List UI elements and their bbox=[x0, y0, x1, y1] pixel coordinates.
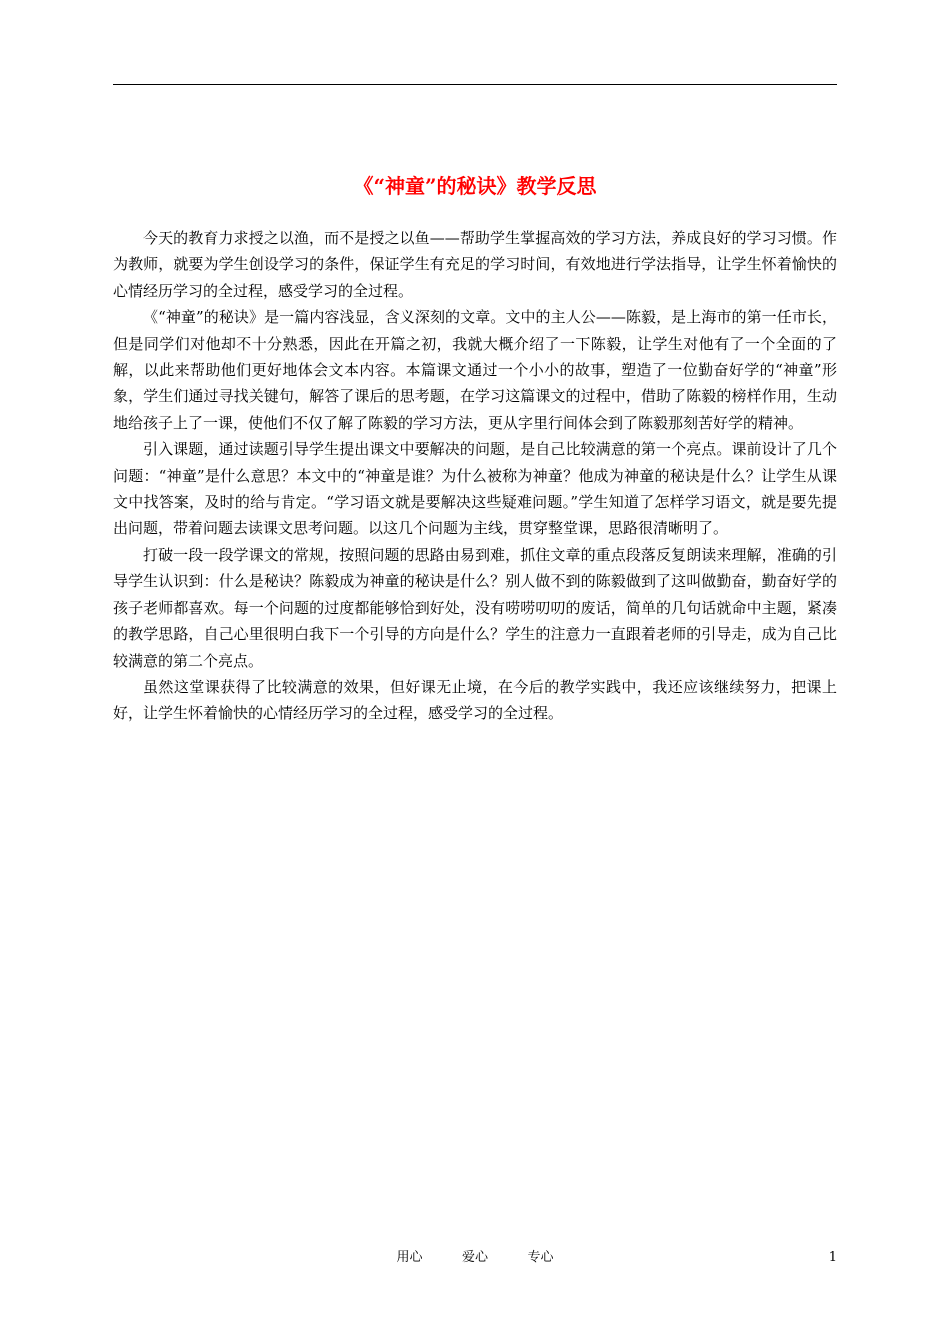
paragraph-4: 打破一段一段学课文的常规，按照问题的思路由易到难，抓住文章的重点段落反复朗读来理解，准确的引导学生认识到：什么是秘诀？陈毅成为神童的秘诀是什么？别人做不到的陈毅做到了这叫做勤奋，勤奋好学的孩子老师都喜欢。每一个问题的过度都能够恰到好处，没有唠唠叨叨的废话，简单的几句话就命中主题，紧凑的教学思路，自己心里很明白我下一个引导的方向是什么？学生的注意力一直跟着老师的引导走，成为自己比较满意的第二个亮点。 bbox=[113, 545, 837, 670]
paragraph-5: 虽然这堂课获得了比较满意的效果，但好课无止境，在今后的教学实践中，我还应该继续努力，把课上好，让学生怀着愉快的心情经历学习的全过程，感受学习的全过程。 bbox=[113, 677, 837, 723]
footer-motto: 用心 爱心 专心 bbox=[396, 1250, 554, 1265]
paragraph-2: 《“神童”的秘诀》是一篇内容浅显，含义深刻的文章。文中的主人公——陈毅，是上海市的第一任市长，但是同学们对他却不十分熟悉，因此在开篇之初，我就大概介绍了一下陈毅，让学生对他有了一个全面的了解，以此来帮助他们更好地体会文本内容。本篇课文通过一个小小的故事，塑造了一位勤奋好学的“神童”形象，学生们通过寻找关键句，解答了课后的思考题，在学习这篇课文的过程中，借助了陈毅的榜样作用，生动地给孩子上了一课，使他们不仅了解了陈毅的学习方法，更从字里行间体会到了陈毅那刻苦好学的精神。 bbox=[113, 308, 837, 432]
paragraph-1: 今天的教育力求授之以渔，而不是授之以鱼——帮助学生掌握高效的学习方法，养成良好的学习习惯。作为教师，就要为学生创设学习的条件，保证学生有充足的学习时间，有效地进行学法指导，让学生怀着愉快的心情经历学习的全过程，感受学习的全过程。 bbox=[113, 229, 837, 300]
document-body bbox=[113, 225, 837, 727]
page-number: 1 bbox=[828, 1250, 837, 1265]
document-title: 《“神童”的秘诀》教学反思 bbox=[353, 174, 597, 198]
header-rule bbox=[113, 84, 837, 85]
paragraph-3: 引入课题，通过读题引导学生提出课文中要解决的问题，是自己比较满意的第一个亮点。课前设计了几个问题：“神童”是什么意思？本文中的“神童是谁？为什么被称为神童？他成为神童的秘诀是什么？让学生从课文中找答案，及时的给与肯定。“学习语文就是要解决这些疑难问题。”学生知道了怎样学习语文，就是要先提出问题，带着问题去读课文思考问题。以这几个问题为主线，贯穿整堂课，思路很清晰明了。 bbox=[113, 440, 837, 538]
